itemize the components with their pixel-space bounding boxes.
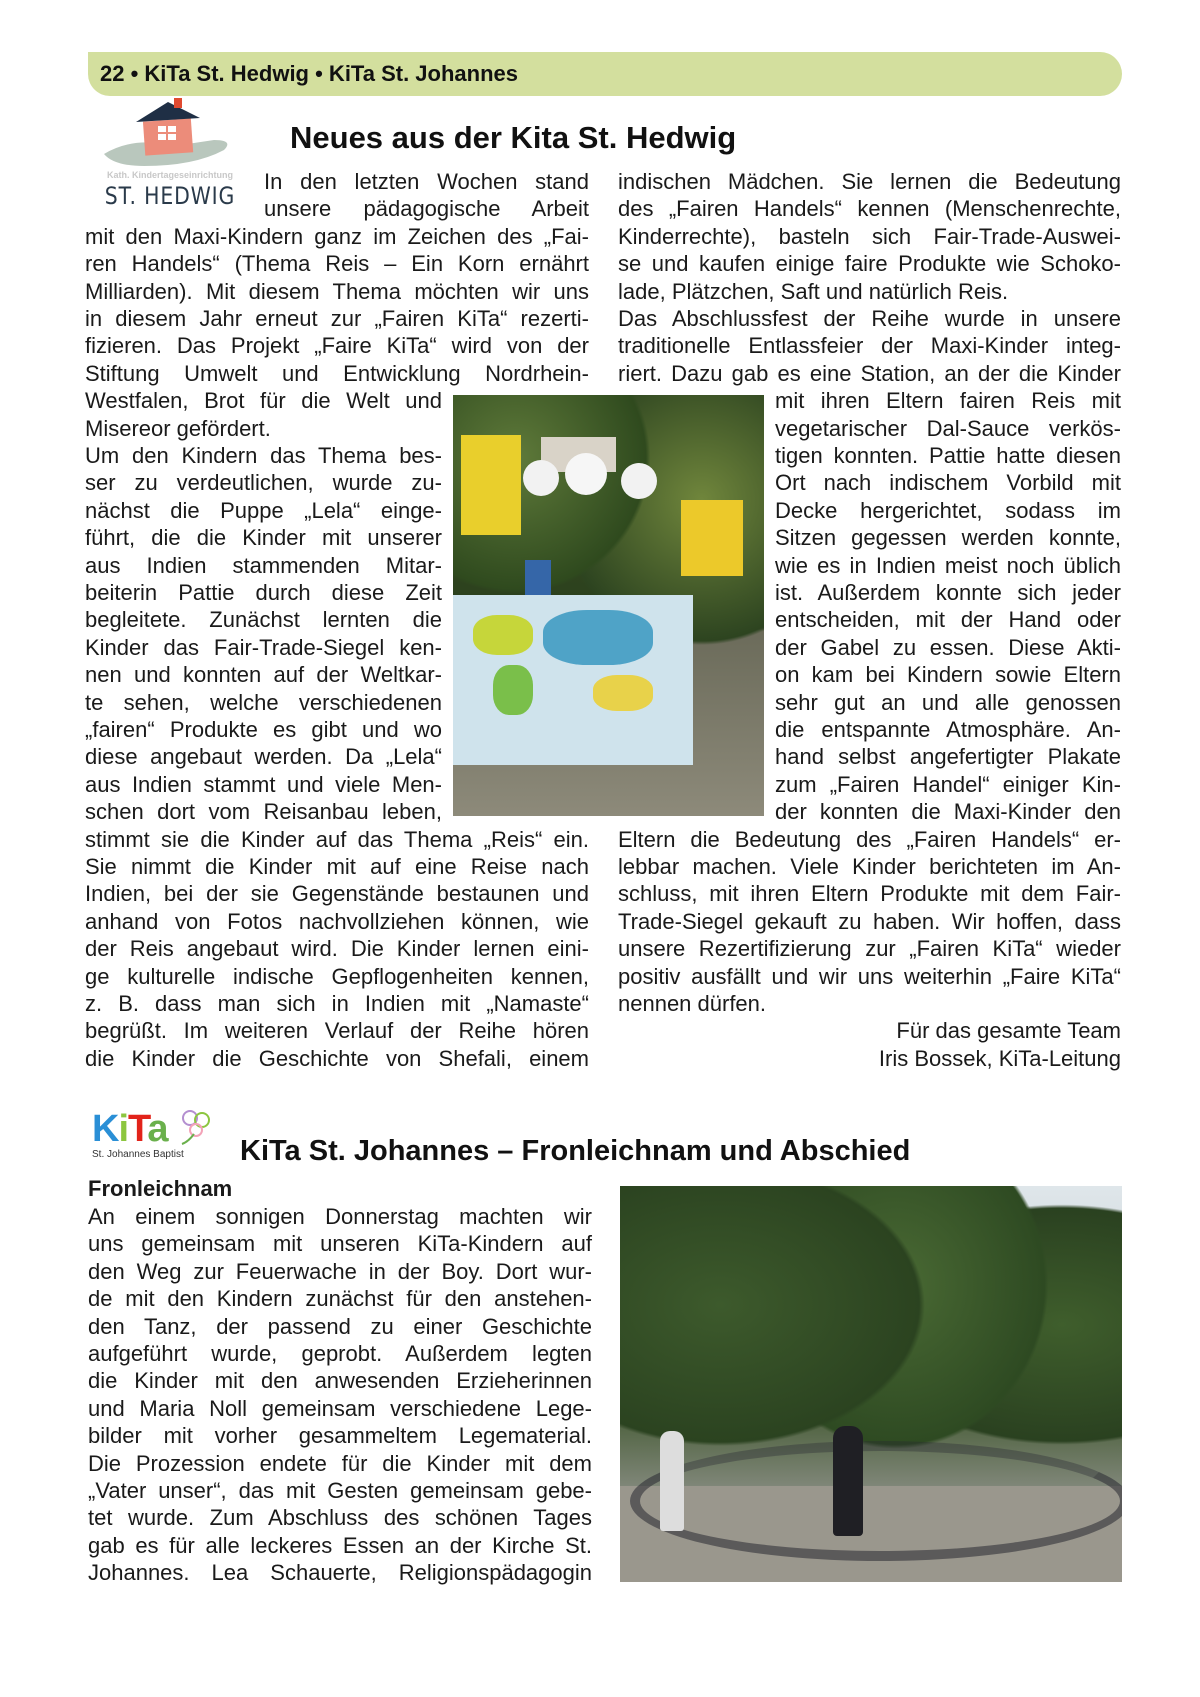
text-line: die Kinder mit den anwesenden Erzieherinnen <box>88 1368 592 1394</box>
text-line: nächst die Puppe „Lela“ einge- <box>85 497 442 523</box>
procession-group-photo <box>620 1186 1122 1582</box>
fair-trade-table-photo <box>453 395 764 816</box>
text-line: hand selbst angefertigter Plakate <box>775 744 1121 770</box>
text-line: aus Indien stammt und viele Men- <box>85 771 442 797</box>
text-line: Johannes. Lea Schauerte, Religionspädagogin <box>88 1560 592 1586</box>
text-line: Kinder das Fair-Trade-Siegel ken- <box>85 634 442 660</box>
text-line: tet wurde. Zum Abschluss des schönen Tages <box>88 1505 592 1531</box>
logo-name: ST. HEDWIG <box>104 182 236 210</box>
text-line: der Reis angebaut wird. Die Kinder lernen eini- <box>85 936 589 962</box>
text-line: Stiftung Umwelt und Entwicklung Nordrhein- <box>85 360 589 386</box>
text-line: lade, Plätzchen, Saft und natürlich Reis. <box>618 278 1009 304</box>
text-line: Ort nach indischem Vorbild mit <box>775 470 1121 496</box>
text-line: nen und konnten auf der Weltkar- <box>85 662 442 688</box>
text-line: bilder mit vorher gesammeltem Legematerial. <box>88 1423 592 1449</box>
text-line: traditionelle Entlassfeier der Maxi-Kinder integ- <box>618 333 1121 359</box>
text-line: die Kinder die Geschichte von Shefali, einem <box>85 1045 589 1071</box>
text-line: indischen Mädchen. Sie lernen die Bedeutung <box>618 169 1121 194</box>
text-line: Iris Bossek, KiTa-Leitung <box>878 1045 1121 1071</box>
text-line: sehr gut an und alle genossen <box>775 689 1121 715</box>
text-line: der konnten die Maxi-Kinder den <box>775 799 1121 825</box>
text-line: Die Prozession endete für die Kinder mit dem <box>88 1450 592 1476</box>
text-line: Um den Kindern das Thema bes- <box>85 443 442 468</box>
text-line: den Weg zur Feuerwache in der Boy. Dort wur- <box>88 1258 592 1284</box>
text-line: Eltern die Bedeutung des „Fairen Handels“ er- <box>618 826 1121 852</box>
text-line: Trade-Siegel gekauft zu haben. Wir hoffen, dass <box>618 908 1121 934</box>
text-line: aus Indien stammenden Mitar- <box>85 552 442 578</box>
text-line: de mit den Kindern zunächst für den anstehen- <box>88 1286 592 1312</box>
text-line: vegetarischer Dal-Sauce verkös- <box>775 415 1121 441</box>
text-line: des „Fairen Handels“ kennen (Menschenrechte, <box>618 196 1121 222</box>
text-line: in diesem Jahr erneut zur „Fairen KiTa“ rezerti- <box>85 306 589 331</box>
text-line: riert. Dazu gab es eine Station, an der die Kinder <box>618 360 1121 386</box>
text-line: Das Abschlussfest der Reihe wurde in unsere <box>618 306 1121 331</box>
text-line: zum „Fairen Handel“ einiger Kin- <box>775 771 1121 797</box>
text-line: Milliarden). Mit diesem Thema möchten wir uns <box>85 278 589 304</box>
text-line: Misereor gefördert. <box>85 415 271 441</box>
text-line: beiterin Pattie durch diese Zeit <box>85 580 442 605</box>
text-line: führt, die die Kinder mit unserer <box>85 525 442 551</box>
text-line: ren Handels“ (Thema Reis – Ein Korn ernährt <box>85 251 589 277</box>
text-line: on kam bei Kindern sowie Eltern <box>775 662 1121 688</box>
text-line: tigen konnten. Pattie hatte diesen <box>775 443 1121 468</box>
text-line: Sie nimmt die Kinder mit auf eine Reise nach <box>85 854 589 879</box>
text-line: lebbar machen. Viele Kinder berichteten im An- <box>618 854 1121 879</box>
text-line: die entspannte Atmosphäre. An- <box>775 717 1121 742</box>
text-line: ser zu verdeutlichen, wurde zu- <box>85 470 442 496</box>
text-line: ist. Außerdem konnte sich jeder <box>775 580 1121 605</box>
text-line: te sehen, welche verschiedenen <box>85 689 442 715</box>
page-header-label: 22 • KiTa St. Hedwig • KiTa St. Johannes <box>100 61 518 86</box>
text-line: begleitete. Zunächst lernten die <box>85 607 442 633</box>
text-line: wie es in Indien meist noch üblich <box>775 552 1121 578</box>
text-line: gab es für alle leckeres Essen an der Kirche St. <box>88 1532 592 1558</box>
text-line: schen dort vom Reisanbau leben, <box>85 799 442 825</box>
text-line: aufgeführt wurde, geprobt. Außerdem legten <box>88 1341 592 1366</box>
text-line: uns gemeinsam mit unseren KiTa-Kindern auf <box>88 1231 592 1257</box>
text-line: unsere Rezertifizierung zur „Fairen KiTa“ wieder <box>618 936 1121 962</box>
text-line: mit ihren Eltern fairen Reis mit <box>775 388 1121 414</box>
text-line: fizieren. Das Projekt „Faire KiTa“ wird von der <box>85 333 589 359</box>
fronleichnam-subheading: Fronleichnam <box>88 1176 233 1201</box>
johannes-article-title: KiTa St. Johannes – Fronleichnam und Abschied <box>240 1135 911 1167</box>
logo-subtitle: St. Johannes Baptist <box>92 1149 184 1160</box>
text-line: Indien, bei der sie Gegenstände bestaunen und <box>85 881 589 907</box>
text-line: An einem sonnigen Donnerstag machten wir <box>88 1204 592 1229</box>
text-line: In den letzten Wochen stand <box>264 169 589 194</box>
text-line: z. B. dass man sich in Indien mit „Namaste“ <box>85 991 589 1016</box>
flower-icon <box>178 1108 212 1146</box>
logo-wordmark: KiTa <box>92 1108 168 1150</box>
st-hedwig-logo <box>84 96 256 216</box>
text-line: Kinderrechte), basteln sich Fair-Trade-Auswei- <box>618 223 1121 249</box>
page-header-bar <box>88 52 1122 96</box>
hedwig-article-title: Neues aus der Kita St. Hedwig <box>290 120 737 155</box>
house-in-hand-icon <box>84 96 256 172</box>
text-line: Decke hergerichtet, sodass im <box>775 497 1121 523</box>
text-line: den Tanz, der passend zu einer Geschichte <box>88 1313 592 1339</box>
text-line: unsere pädagogische Arbeit <box>264 196 589 222</box>
text-line: begrüßt. Im weiteren Verlauf der Reihe hören <box>85 1018 589 1044</box>
text-line: und Maria Noll gemeinsam verschiedene Lege- <box>88 1395 592 1421</box>
text-line: anhand von Fotos nachvollziehen können, wie <box>85 908 589 934</box>
text-line: „fairen“ Produkte es gibt und wo <box>85 717 442 742</box>
text-line: Westfalen, Brot für die Welt und <box>85 388 442 414</box>
text-line: der Gabel zu essen. Diese Akti- <box>775 634 1121 660</box>
text-line: se und kaufen einige faire Produkte wie Schoko- <box>618 251 1121 277</box>
text-line: mit den Maxi-Kindern ganz im Zeichen des „Fai- <box>85 223 589 249</box>
text-line: entscheiden, mit der Hand oder <box>775 607 1121 633</box>
text-line: positiv ausfällt und wir uns weiterhin „Faire KiTa“ <box>618 963 1121 989</box>
text-line: schluss, mit ihren Eltern Produkte mit dem Fair- <box>618 881 1121 907</box>
logo-caption: Kath. Kindertageseinrichtung <box>106 170 233 180</box>
kita-st-johannes-logo <box>90 1108 214 1164</box>
text-line: Für das gesamte Team <box>896 1018 1121 1044</box>
text-line: nennen dürfen. <box>618 991 767 1016</box>
text-line: „Vater unser“, das mit Gesten gemeinsam gebe- <box>88 1478 592 1503</box>
text-line: diese angebaut werden. Da „Lela“ <box>85 744 442 770</box>
text-line: stimmt sie die Kinder auf das Thema „Reis“ ein. <box>85 826 589 852</box>
text-line: Sitzen gegessen werden konnte, <box>775 525 1121 551</box>
text-line: ge kulturelle indische Gepflogenheiten kennen, <box>85 963 589 989</box>
